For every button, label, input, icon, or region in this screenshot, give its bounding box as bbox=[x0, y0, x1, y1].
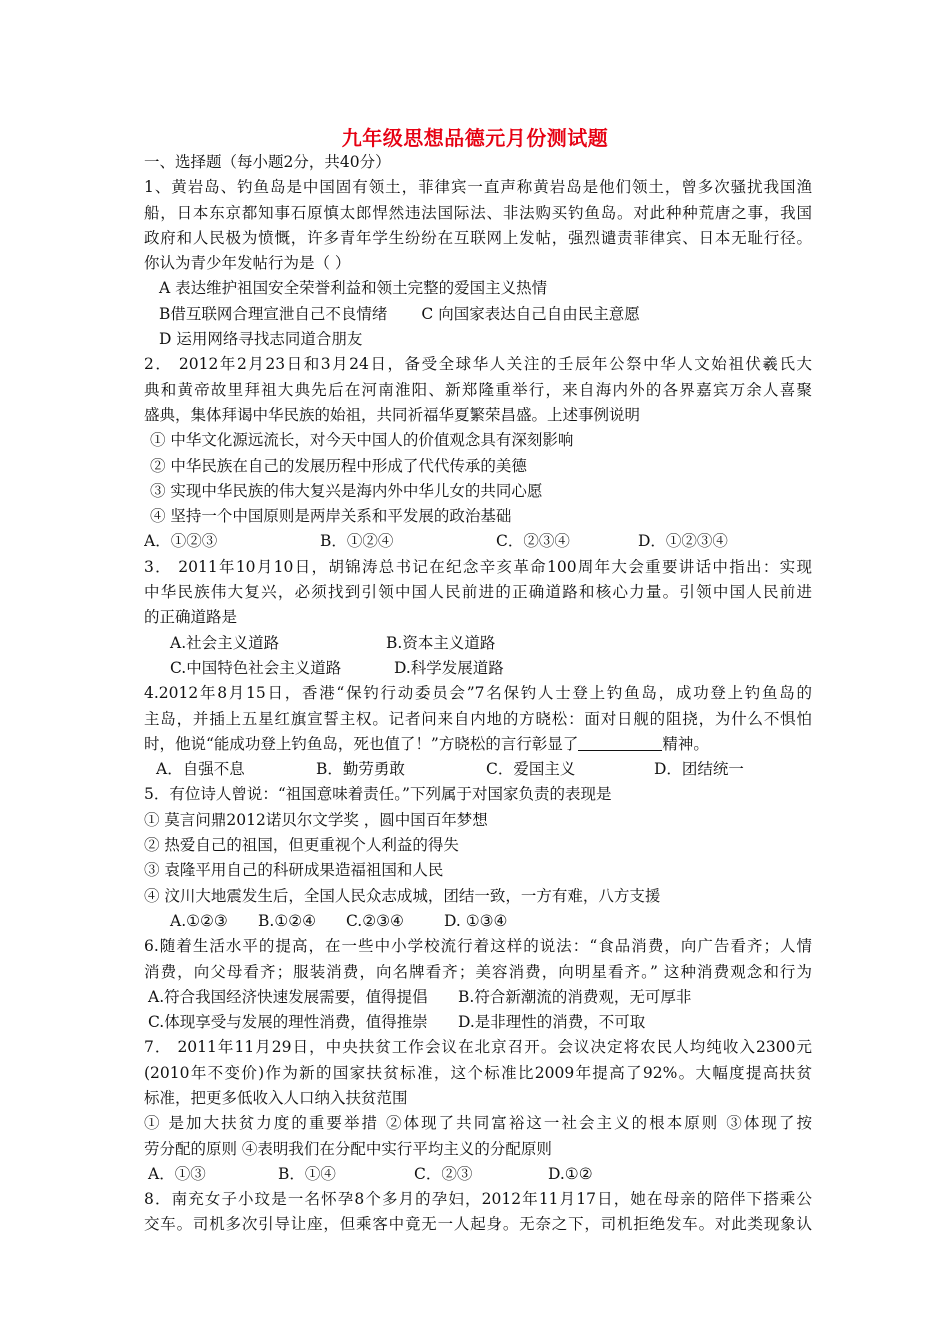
option-d: D. ①③④ bbox=[444, 911, 508, 930]
question-text-line: ① 是加大扶贫力度的重要举措 ②体现了共同富裕这一社会主义的根本原则 ③体现了按 bbox=[144, 1114, 812, 1133]
option-c: C.中国特色社会主义道路 bbox=[170, 658, 342, 677]
option-row bbox=[144, 1162, 812, 1187]
statement-1: ① 莫言问鼎2012诺贝尔文学奖 ，圆中国百年梦想 bbox=[144, 810, 488, 829]
option-row bbox=[144, 1010, 812, 1035]
option-row bbox=[144, 757, 812, 782]
question-4 bbox=[144, 681, 812, 782]
option-b: B.资本主义道路 bbox=[386, 633, 496, 652]
question-text-line: 的正确道路是 bbox=[144, 608, 238, 627]
statement-3: ③ 实现中华民族的伟大复兴是海内外中华儿女的共同心愿 bbox=[150, 481, 543, 500]
question-text-line bbox=[144, 732, 812, 757]
option-d: D.是非理性的消费，不可取 bbox=[458, 1013, 646, 1032]
option-d: D．团结统一 bbox=[654, 760, 744, 779]
option-c: C．爱国主义 bbox=[486, 760, 576, 779]
option-a: A.社会主义道路 bbox=[170, 633, 280, 652]
option-a: A.①②③ bbox=[170, 911, 228, 930]
question-text-line: 典和黄帝故里拜祖大典先后在河南淮阳、新郑隆重举行，来自海内外的各界嘉宾万余人喜聚 bbox=[144, 380, 812, 399]
question-text: 精神。 bbox=[662, 734, 709, 753]
question-1 bbox=[144, 175, 812, 352]
question-text-line: 政府和人民极为愤慨，许多青年学生纷纷在互联网上发帖，强烈谴责菲律宾、日本无耻行径。 bbox=[144, 228, 812, 247]
option-a: A 表达维护祖国安全荣誉利益和领土完整的爱国主义热情 bbox=[159, 279, 548, 298]
statement-2: ② 热爱自己的祖国，但更重视个人利益的得失 bbox=[144, 836, 459, 855]
option-c: C 向国家表达自己自由民主意愿 bbox=[421, 304, 640, 323]
question-text-line: 5．有位诗人曾说：“祖国意味着责任。”下列属于对国家负责的表现是 bbox=[144, 785, 612, 804]
question-5 bbox=[144, 782, 812, 934]
question-text-line: 6.随着生活水平的提高，在一些中小学校流行着这样的说法：“食品消费，向广告看齐；人情 bbox=[144, 937, 812, 956]
question-text-line: 消费，向父母看齐；服装消费，向名牌看齐；美容消费，向明星看齐。” 这种消费观念和行为 bbox=[144, 962, 812, 981]
option-d: D.科学发展道路 bbox=[394, 658, 504, 677]
question-text-line: 主岛，并插上五星红旗宣誓主权。记者问来自内地的方晓松：面对日舰的阻挠，为什么不惧怕 bbox=[144, 709, 812, 728]
option-b: B．①②④ bbox=[320, 532, 394, 551]
question-text-line: 劳分配的原则 ④表明我们在分配中实行平均主义的分配原则 bbox=[144, 1139, 552, 1158]
section-heading: 一、选择题（每小题2分，共40分） bbox=[144, 153, 391, 171]
question-text-line: 中华民族伟大复兴，必须找到引领中国人民前进的正确道路和核心力量。引领中国人民前进 bbox=[144, 583, 812, 602]
option-b: B借互联网合理宣泄自己不良情绪 bbox=[159, 304, 388, 323]
question-text-line: 交车。司机多次引导让座，但乘客中竟无一人起身。无奈之下，司机拒绝发车。对此类现象认 bbox=[144, 1215, 812, 1234]
option-c: C．②③ bbox=[414, 1164, 473, 1183]
question-text-line: (2010年不变价)作为新的国家扶贫标准，这个标准比2009年提高了92%。大幅度提高扶贫 bbox=[144, 1063, 812, 1082]
question-2 bbox=[144, 352, 812, 554]
exam-content bbox=[144, 150, 812, 1238]
question-text-line: 3． 2011年10月10日，胡锦涛总书记在纪念辛亥革命100周年大会重要讲话中指出：实现 bbox=[144, 557, 812, 576]
option-c: C．②③④ bbox=[496, 532, 570, 551]
statement-3: ③ 袁隆平用自己的科研成果造福祖国和人民 bbox=[144, 861, 444, 880]
question-text-line: 你认为青少年发帖行为是（ ） bbox=[144, 254, 351, 273]
question-text-line: 1、黄岩岛、钓鱼岛是中国固有领土，菲律宾一直声称黄岩岛是他们领土，曾多次骚扰我国渔 bbox=[144, 178, 812, 197]
option-row bbox=[144, 656, 812, 681]
question-text-line: 4.2012年8月15日，香港“保钓行动委员会”7名保钓人士登上钓鱼岛，成功登上钓鱼岛的 bbox=[144, 684, 812, 703]
statement-2: ② 中华民族在自己的发展历程中形成了代代传承的美德 bbox=[150, 456, 527, 475]
question-text-line: 标准，把更多低收入人口纳入扶贫范围 bbox=[144, 1088, 408, 1107]
option-b: B.符合新潮流的消费观，无可厚非 bbox=[458, 987, 692, 1006]
question-8 bbox=[144, 1187, 812, 1238]
statement-4: ④ 坚持一个中国原则是两岸关系和平发展的政治基础 bbox=[150, 507, 512, 526]
option-row bbox=[144, 302, 812, 327]
option-b: B．①④ bbox=[278, 1164, 336, 1183]
statement-1: ① 中华文化源远流长，对今天中国人的价值观念具有深刻影响 bbox=[150, 431, 574, 450]
option-b: B．勤劳勇敢 bbox=[316, 760, 405, 779]
option-d: D.①② bbox=[548, 1164, 593, 1183]
option-a: A．①②③ bbox=[144, 532, 218, 551]
question-6 bbox=[144, 934, 812, 1035]
option-row bbox=[144, 985, 812, 1010]
option-a: A.符合我国经济快速发展需要，值得提倡 bbox=[148, 987, 428, 1006]
question-text-line: 盛典，集体拜谒中华民族的始祖，共同祈福华夏繁荣昌盛。上述事例说明 bbox=[144, 405, 641, 424]
option-row bbox=[144, 909, 812, 934]
option-a: A．①③ bbox=[148, 1164, 206, 1183]
question-text-line: 8．南充女子小玟是一名怀孕8个多月的孕妇，2012年11月17日，她在母亲的陪伴下搭乘公 bbox=[144, 1190, 812, 1209]
option-d: D．①②③④ bbox=[638, 532, 728, 551]
question-7 bbox=[144, 1035, 812, 1187]
question-3 bbox=[144, 555, 812, 681]
option-b: B.①②④ bbox=[258, 911, 317, 930]
question-text-line: 船，日本东京都知事石原慎太郎悍然违法国际法、非法购买钓鱼岛。对此种种荒唐之事，我国 bbox=[144, 203, 812, 222]
answer-blank bbox=[578, 734, 662, 751]
option-c: C.②③④ bbox=[346, 911, 404, 930]
option-row bbox=[144, 529, 812, 554]
question-text-line: 2． 2012年2月23日和3月24日，备受全球华人关注的壬辰年公祭中华人文始祖伏羲氏大 bbox=[144, 355, 812, 374]
option-c: C.体现享受与发展的理性消费，值得推崇 bbox=[148, 1013, 428, 1032]
question-text: 时，他说“能成功登上钓鱼岛，死也值了！”方晓松的言行彰显了 bbox=[144, 734, 579, 753]
statement-4: ④ 汶川大地震发生后，全国人民众志成城，团结一致，一方有难，八方支援 bbox=[144, 886, 661, 905]
page-title: 九年级思想品德元月份测试题 bbox=[341, 126, 609, 150]
option-d: D 运用网络寻找志同道合朋友 bbox=[159, 330, 363, 349]
question-text-line: 7． 2011年11月29日，中央扶贫工作会议在北京召开。会议决定将农民人均纯收入2300元 bbox=[144, 1038, 812, 1057]
option-row bbox=[144, 631, 812, 656]
option-a: A．自强不息 bbox=[156, 760, 245, 779]
